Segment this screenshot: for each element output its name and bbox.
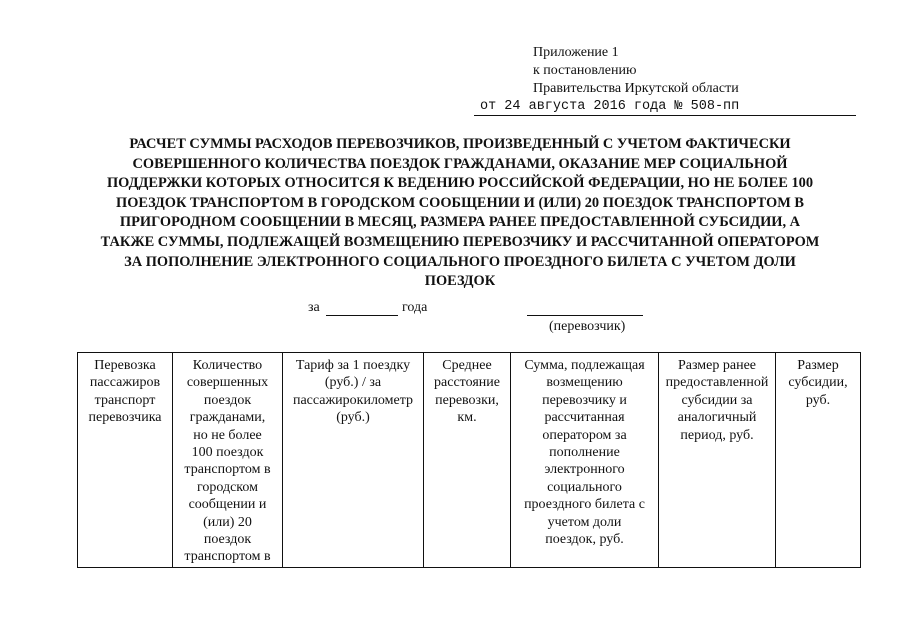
- header-cell-line: городском: [196, 479, 258, 495]
- header-cell-line: субсидии за: [681, 392, 753, 408]
- header-cell-line: 100 поездок: [191, 445, 264, 461]
- header-cell-line: предоставленной: [665, 375, 769, 391]
- header-cell-text: [173, 357, 282, 566]
- header-cell-line: поездок: [203, 532, 252, 548]
- header-cell-line: субсидии,: [788, 375, 848, 391]
- header-cell-line: (или) 20: [203, 514, 252, 530]
- title-line: ПОЕЗДОК: [424, 273, 496, 290]
- header-cell-line: поездок: [203, 392, 252, 408]
- table-header-cell: [172, 353, 282, 567]
- table-header-cell: [282, 353, 423, 567]
- title-line: ПОДДЕРЖКИ КОТОРЫХ ОТНОСИТСЯ К ВЕДЕНИЮ РОССИЙСКОЙ ФЕДЕРАЦИИ, НО НЕ БОЛЕЕ 100: [106, 175, 814, 192]
- title-line: РАСЧЕТ СУММЫ РАСХОДОВ ПЕРЕВОЗЧИКОВ, ПРОИЗВЕДЕННЫЙ С УЧЕТОМ ФАКТИЧЕСКИ: [129, 136, 791, 152]
- header-cell-line: перевозчика: [88, 410, 162, 426]
- calculation-table: [77, 352, 861, 568]
- header-cell-line: руб.: [805, 392, 831, 408]
- title-line: СОВЕРШЕННОГО КОЛИЧЕСТВА ПОЕЗДОК ГРАЖДАНАМИ, ОКАЗАНИЕ МЕР СОЦИАЛЬНОЙ: [132, 155, 788, 172]
- header-cell-line: Тариф за 1 поездку: [295, 358, 411, 373]
- header-cell-line: поездок, руб.: [545, 532, 624, 548]
- header-cell-line: перевозки,: [435, 392, 499, 408]
- document-title: [85, 135, 835, 292]
- header-cell-line: рассчитанная: [544, 410, 625, 426]
- appendix-line: Приложение 1: [533, 45, 619, 60]
- header-cell-line: сообщении и: [188, 497, 267, 513]
- table-header-cell: [423, 353, 510, 567]
- header-cell-line: расстояние: [434, 375, 500, 391]
- header-cell-line: пассажиров: [89, 375, 161, 391]
- header-cell-line: Размер ранее: [677, 358, 757, 373]
- header-cell-text: [283, 357, 423, 427]
- period-prefix: за: [308, 300, 320, 315]
- header-cell-text: [511, 357, 658, 548]
- header-cell-line: оператором за: [542, 427, 627, 443]
- table-header-cell: [775, 353, 861, 567]
- appendix-line: Правительства Иркутской области: [533, 81, 739, 96]
- header-cell-line: (руб.): [336, 410, 370, 426]
- period-suffix: года: [402, 300, 428, 315]
- table-header-cell: [658, 353, 775, 567]
- header-cell-line: гражданами,: [189, 410, 266, 426]
- title-line: ЗА ПОПОЛНЕНИЕ ЭЛЕКТРОННОГО СОЦИАЛЬНОГО ПРОЕЗДНОГО БИЛЕТА С УЧЕТОМ ДОЛИ: [124, 253, 796, 270]
- header-cell-text: [78, 357, 172, 427]
- header-cell-line: Размер: [797, 358, 839, 373]
- appendix-line: к постановлению: [533, 63, 637, 78]
- header-cell-line: возмещению: [546, 375, 623, 391]
- header-cell-line: пассажирокилометр: [292, 392, 414, 408]
- header-cell-line: Сумма, подлежащая: [524, 358, 645, 373]
- title-line: ТАКЖЕ СУММЫ, ПОДЛЕЖАЩЕЙ ВОЗМЕЩЕНИЮ ПЕРЕВОЗЧИКУ И РАССЧИТАННОЙ ОПЕРАТОРОМ: [100, 233, 820, 250]
- header-cell-line: учетом доли: [547, 514, 622, 530]
- header-cell-line: Среднее: [442, 358, 492, 373]
- header-cell-line: транспортом в: [184, 462, 271, 478]
- title-line: ПРИГОРОДНОМ СООБЩЕНИИ В МЕСЯЦ, РАЗМЕРА РАНЕЕ ПРЕДОСТАВЛЕННОЙ СУБСИДИИ, А: [119, 214, 801, 231]
- header-cell-line: км.: [457, 410, 477, 426]
- header-cell-line: (руб.) / за: [324, 375, 382, 391]
- header-cell-text: [776, 357, 860, 409]
- header-cell-line: но не более: [193, 427, 262, 443]
- header-cell-text: [424, 357, 510, 427]
- appendix-date-line: от 24 августа 2016 года № 508-пп: [474, 99, 856, 116]
- header-cell-line: транспортом в: [184, 549, 271, 565]
- header-cell-line: совершенных: [186, 375, 269, 391]
- carrier-blank-field: [527, 315, 643, 316]
- header-cell-line: Количество: [192, 358, 263, 373]
- title-line: ПОЕЗДОК ТРАНСПОРТОМ В ГОРОДСКОМ СООБЩЕНИИ И (ИЛИ) 20 ПОЕЗДОК ТРАНСПОРТОМ В: [116, 194, 804, 211]
- table-header-cell: [510, 353, 658, 567]
- carrier-label: (перевозчик): [549, 319, 626, 334]
- header-cell-line: социального: [547, 479, 622, 495]
- period-blank-field: [326, 315, 398, 316]
- header-cell-line: период, руб.: [680, 427, 754, 443]
- header-cell-line: проездного билета с: [524, 497, 645, 513]
- header-cell-line: транспорт: [94, 392, 156, 408]
- table-header-cell: [77, 353, 172, 567]
- header-cell-line: электронного: [544, 462, 625, 478]
- appendix-header: [533, 44, 739, 98]
- header-cell-line: пополнение: [549, 445, 620, 461]
- header-cell-text: [659, 357, 775, 444]
- header-cell-line: перевозчику и: [542, 392, 627, 408]
- header-cell-line: аналогичный: [677, 410, 757, 426]
- header-cell-line: Перевозка: [94, 358, 156, 373]
